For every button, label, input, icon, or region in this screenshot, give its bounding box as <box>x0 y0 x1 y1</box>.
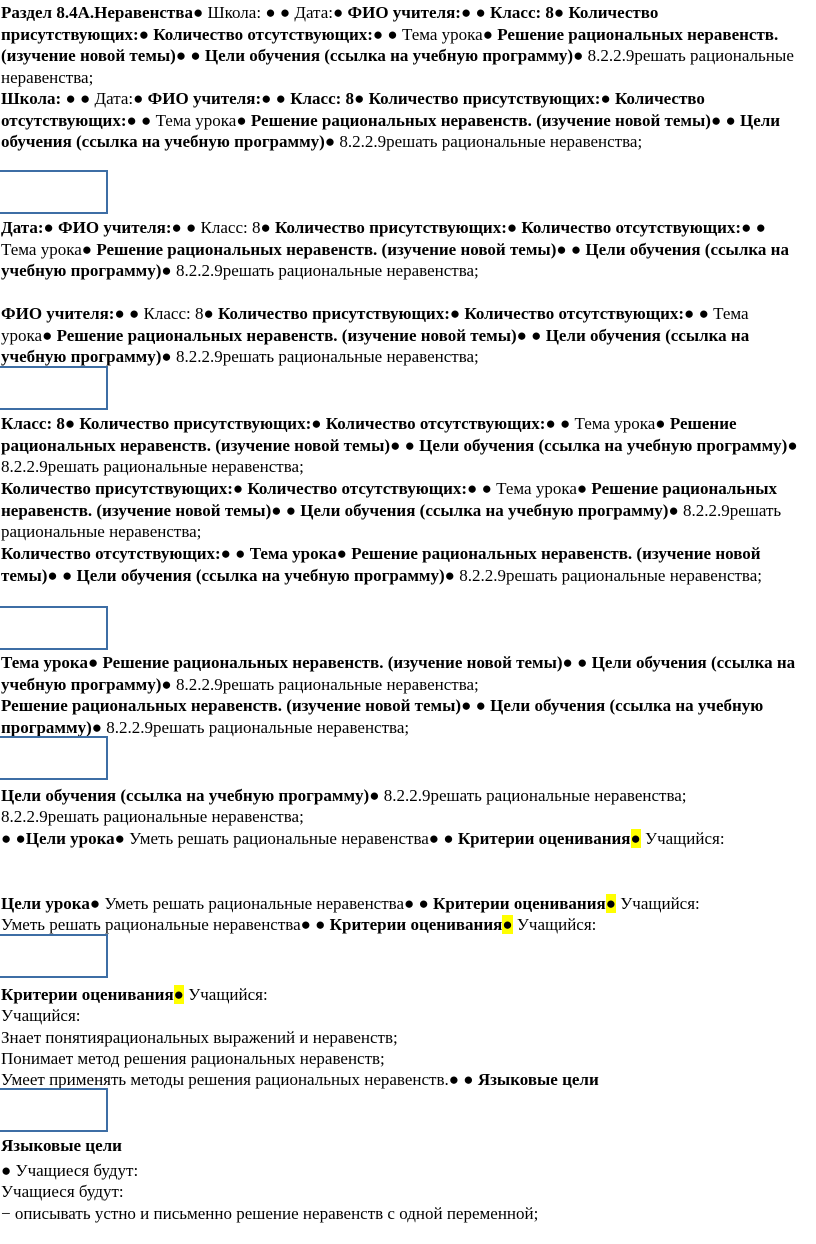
bullet-icon: ● <box>133 89 148 108</box>
frame-box <box>0 170 108 214</box>
bullet-icon: ● <box>324 132 340 152</box>
text-segment: Количество отсутствующих: <box>153 24 373 44</box>
text-segment: Школа: <box>207 3 266 22</box>
text-segment: Цели обучения (ссылка на учебную программу) <box>76 565 445 585</box>
text-segment: Класс: 8 <box>490 3 554 22</box>
text-segment: Количество отсутствующих: <box>1 89 705 130</box>
text-segment: Цели обучения (ссылка на учебную программу) <box>1 239 789 281</box>
text-segment: 8.2.2.9решать рациональные неравенства; <box>383 786 687 805</box>
bullet-icon: ● <box>655 414 670 433</box>
text-segment: Количество отсутствующих: <box>247 479 468 498</box>
text-segment: Количество отсутствующих: <box>325 414 546 433</box>
bullet-icon: ● <box>260 218 276 237</box>
text-segment: Класс: 8 <box>1 414 65 433</box>
bullet-icon: ● ● <box>710 110 740 130</box>
bullet-icon: ● ● <box>390 435 420 455</box>
text-segment: Класс: 8 <box>143 304 204 323</box>
bullet-icon: ● <box>573 46 588 66</box>
bullet-icon: ● ● <box>261 89 291 108</box>
frame-box <box>0 934 108 978</box>
text-segment: Уметь решать рациональные неравенства <box>129 829 429 848</box>
text-segment: Языковые цели <box>1 1136 122 1155</box>
text-segment: 8.2.2.9решать рациональные неравенства; <box>1 500 782 542</box>
text-segment: Критерии оценивания <box>457 829 631 848</box>
bullet-icon: ● ● <box>562 653 592 672</box>
bullet-icon: ● ● <box>460 3 491 22</box>
paragraph-goals-code <box>1 806 801 828</box>
bullet-icon: ● <box>668 500 683 520</box>
text-segment: Количество отсутствующих: <box>464 304 685 323</box>
bullet-icon: ● <box>576 479 592 498</box>
text-segment: Тема урока <box>574 414 656 433</box>
text-segment: Учащийся: <box>512 915 597 934</box>
bullet-icon: ● ● <box>461 696 491 715</box>
text-segment: Дата: <box>94 89 134 108</box>
paragraph-student <box>1 1005 801 1027</box>
paragraph-present <box>1 478 801 543</box>
bullet-icon: ● <box>161 347 176 367</box>
text-segment: Решение рациональных неравенств. (изучение новой темы) <box>1 479 777 520</box>
text-segment: Дата: <box>294 3 333 22</box>
bullet-icon: ● <box>161 674 176 694</box>
bullet-icon: ● ● <box>684 304 714 323</box>
bullet-icon: ● <box>42 325 57 345</box>
bullet-icon: ● <box>81 239 97 259</box>
paragraph-class <box>1 413 801 478</box>
text-segment: Критерии оценивания <box>433 894 606 913</box>
bullet-icon: ● <box>553 3 569 22</box>
bullet-icon: ● ● <box>556 239 586 259</box>
text-segment: Цели обучения (ссылка на учебную программу) <box>1 653 796 694</box>
bullet-icon: ● <box>138 24 154 44</box>
text-segment: ФИО учителя: <box>147 89 262 108</box>
text-segment: Тема урока <box>249 544 337 563</box>
bullet-icon: ● <box>232 479 248 498</box>
bullet-icon: ● <box>336 544 352 563</box>
text-segment: 8.2.2.9решать рациональные неравенства; <box>175 347 479 367</box>
text-segment: Класс: 8 <box>200 218 261 237</box>
bullet-icon: ● <box>332 3 348 22</box>
text-segment: Решение рациональных неравенств. (изучение новой темы) <box>96 239 557 259</box>
text-segment: Тема урока <box>1 653 88 672</box>
bullet-icon: ● <box>192 3 208 22</box>
paragraph-lesson-goals <box>1 828 801 850</box>
bullet-icon: ● ● <box>372 24 402 44</box>
text-segment: ФИО учителя: <box>1 304 115 323</box>
text-segment: Понимает метод решения рациональных неравенств; <box>1 1049 385 1068</box>
text-segment: Решение рациональных неравенств. (изучение новой темы) <box>250 110 711 130</box>
text-segment: Количество присутствующих: <box>368 89 601 108</box>
bullet-icon: ● ● <box>265 3 295 22</box>
text-segment: Решение рациональных неравенств. (изучение новой темы) <box>1 696 462 715</box>
text-segment: Цели обучения (ссылка на учебную программу) <box>1 110 781 152</box>
bullet-icon: ● ● <box>114 304 144 323</box>
frame-box <box>0 366 108 410</box>
text-segment: Учащийся: <box>1 1006 81 1025</box>
bullet-icon: ● ● <box>65 89 95 108</box>
bullet-icon: ● <box>236 110 251 130</box>
text-segment: Учащиеся будут: <box>15 1161 139 1180</box>
paragraph-topic <box>1 652 801 695</box>
text-segment: ФИО учителя: <box>347 3 461 22</box>
paragraph-understands <box>1 1048 801 1070</box>
text-segment: Цели обучения (ссылка на учебную программу) <box>419 435 788 455</box>
paragraph-lesson-goals-2 <box>1 893 801 915</box>
paragraph-knows <box>1 1027 801 1049</box>
frame-box <box>0 606 108 650</box>
text-segment: Тема урока <box>1 239 82 259</box>
text-segment: Количество присутствующих: <box>218 304 450 323</box>
text-segment: Уметь решать рациональные неравенства <box>104 894 404 913</box>
bullet-icon: ● <box>354 89 369 108</box>
paragraph-date <box>1 217 801 282</box>
text-segment: 8.2.2.9решать рациональные неравенства; <box>175 674 479 694</box>
paragraph-goals <box>1 785 801 807</box>
text-segment: 8.2.2.9решать рациональные неравенства; <box>175 261 479 281</box>
text-segment: Тема урока <box>401 24 483 44</box>
text-segment: Цели обучения (ссылка на учебную программу) <box>1 696 764 737</box>
text-segment: Учащийся: <box>640 829 725 848</box>
text-segment: 8.2.2.9решать рациональные неравенства; <box>1 807 304 826</box>
paragraph-intro-2 <box>1 88 801 153</box>
text-segment: Учащийся: <box>183 985 268 1004</box>
bullet-icon: ● ● <box>171 218 201 237</box>
text-segment: Школа: <box>1 89 66 108</box>
text-segment: Решение рациональных неравенств. (изучение новой темы) <box>56 325 517 345</box>
bullet-icon: ● ● <box>404 894 434 913</box>
text-segment: Учащиеся будут: <box>1 1182 124 1201</box>
paragraph-can-apply <box>1 1069 801 1091</box>
bullet-icon: ● ● <box>467 479 497 498</box>
bullet-icon: ● ● <box>300 915 330 934</box>
paragraph-describe <box>1 1203 801 1225</box>
text-segment: Цели обучения (ссылка на учебную программу) <box>300 500 669 520</box>
bullet-icon: ● <box>64 414 80 433</box>
bullet-icon: ● ● <box>516 325 546 345</box>
text-segment: Критерии оценивания <box>1 985 174 1004</box>
paragraph-students-will-2 <box>1 1181 801 1203</box>
paragraph-topic-name <box>1 695 801 738</box>
bullet-icon: ● <box>502 915 513 934</box>
paragraph-intro-1 <box>1 2 801 88</box>
paragraph-students-will <box>1 1160 801 1182</box>
bullet-icon: ● <box>444 565 460 585</box>
bullet-icon: ● ● <box>1 829 26 848</box>
bullet-icon: ● <box>161 261 176 281</box>
text-segment: 8.2.2.9решать рациональные неравенства; <box>1 457 304 477</box>
bullet-icon: ● <box>91 717 107 737</box>
bullet-icon: ● <box>203 304 218 323</box>
bullet-icon: ● ● <box>545 414 575 433</box>
text-segment: Критерии оценивания <box>329 915 503 934</box>
frame-box <box>0 1088 108 1132</box>
bullet-icon: ● ● <box>126 110 156 130</box>
text-segment: Класс: 8 <box>290 89 355 108</box>
text-segment: − описывать устно и письменно решение неравенств с одной переменной; <box>1 1204 539 1223</box>
bullet-icon: ● <box>482 24 498 44</box>
text-segment: Цели урока <box>25 829 115 848</box>
bullet-icon: ● <box>43 218 59 237</box>
text-segment: 8.2.2.9решать рациональные неравенства; <box>1 46 794 87</box>
text-segment: Умеет применять методы решения рациональных неравенств. <box>1 1070 449 1089</box>
text-segment: Решение рациональных неравенств. (изучение новой темы) <box>102 653 563 672</box>
text-segment: Решение рациональных неравенств. (изучение новой темы) <box>1 414 737 455</box>
bullet-icon: ● <box>311 414 326 433</box>
paragraph-lesson-goals-3 <box>1 914 801 936</box>
bullet-icon: ● <box>600 89 615 108</box>
bullet-icon: ● <box>605 894 616 913</box>
text-segment: Знает понятиярациональных выражений и неравенств; <box>1 1028 398 1047</box>
text-segment: Цели урока <box>1 894 90 913</box>
text-segment: 8.2.2.9решать рациональные неравенства; <box>459 565 762 585</box>
text-segment: Решение рациональных неравенств. (изучение новой темы) <box>1 544 761 585</box>
paragraph-language-goals <box>1 1135 801 1157</box>
paragraph-absent <box>1 543 801 586</box>
bullet-icon: ● ● <box>448 1070 478 1089</box>
bullet-icon: ● ● <box>47 565 77 585</box>
text-segment: Цели обучения (ссылка на учебную программу) <box>1 786 370 805</box>
bullet-icon: ● ● <box>428 829 458 848</box>
text-segment: Цели обучения (ссылка на учебную программу) <box>1 325 750 367</box>
bullet-icon: ● <box>114 829 130 848</box>
bullet-icon: ● <box>87 653 103 672</box>
text-segment: Количество отсутствующих: <box>521 218 742 237</box>
paragraph-fio <box>1 303 801 368</box>
bullet-icon: ● <box>630 829 641 848</box>
text-segment: 8.2.2.9решать рациональные неравенства; <box>106 717 410 737</box>
bullet-icon: ● <box>449 304 465 323</box>
bullet-icon: ● <box>89 894 105 913</box>
text-segment: Уметь решать рациональные неравенства <box>1 915 301 934</box>
bullet-icon: ● <box>506 218 522 237</box>
frame-box <box>0 736 108 780</box>
text-segment: Дата: <box>1 218 44 237</box>
bullet-icon: ● <box>787 435 798 455</box>
text-segment: ФИО учителя: <box>58 218 172 237</box>
text-segment: Решение рациональных неравенств. (изучение новой темы) <box>1 24 779 66</box>
bullet-icon: ● <box>1 1161 16 1180</box>
text-segment: Тема урока <box>496 479 577 498</box>
text-segment: Количество присутствующих: <box>275 218 507 237</box>
bullet-icon: ● ● <box>220 544 250 563</box>
bullet-icon: ● <box>369 786 384 805</box>
bullet-icon: ● <box>173 985 184 1004</box>
text-segment: Учащийся: <box>616 894 700 913</box>
bullet-icon: ● ● <box>741 218 766 237</box>
text-segment: Раздел 8.4А.Неравенства <box>1 3 193 22</box>
text-segment: Количество присутствующих: <box>1 3 659 44</box>
paragraph-criteria <box>1 984 801 1006</box>
text-segment: Тема урока <box>155 110 237 130</box>
bullet-icon: ● ● <box>175 46 205 66</box>
text-segment: Тема урока <box>1 304 749 345</box>
text-segment: 8.2.2.9решать рациональные неравенства; <box>339 132 643 152</box>
text-segment: Языковые цели <box>477 1070 599 1089</box>
text-segment: Количество присутствующих: <box>1 479 233 498</box>
text-segment: Количество отсутствующих: <box>1 544 221 563</box>
text-segment: Количество присутствующих: <box>79 414 312 433</box>
bullet-icon: ● ● <box>271 500 301 520</box>
text-segment: Цели обучения (ссылка на учебную программу) <box>204 46 574 66</box>
